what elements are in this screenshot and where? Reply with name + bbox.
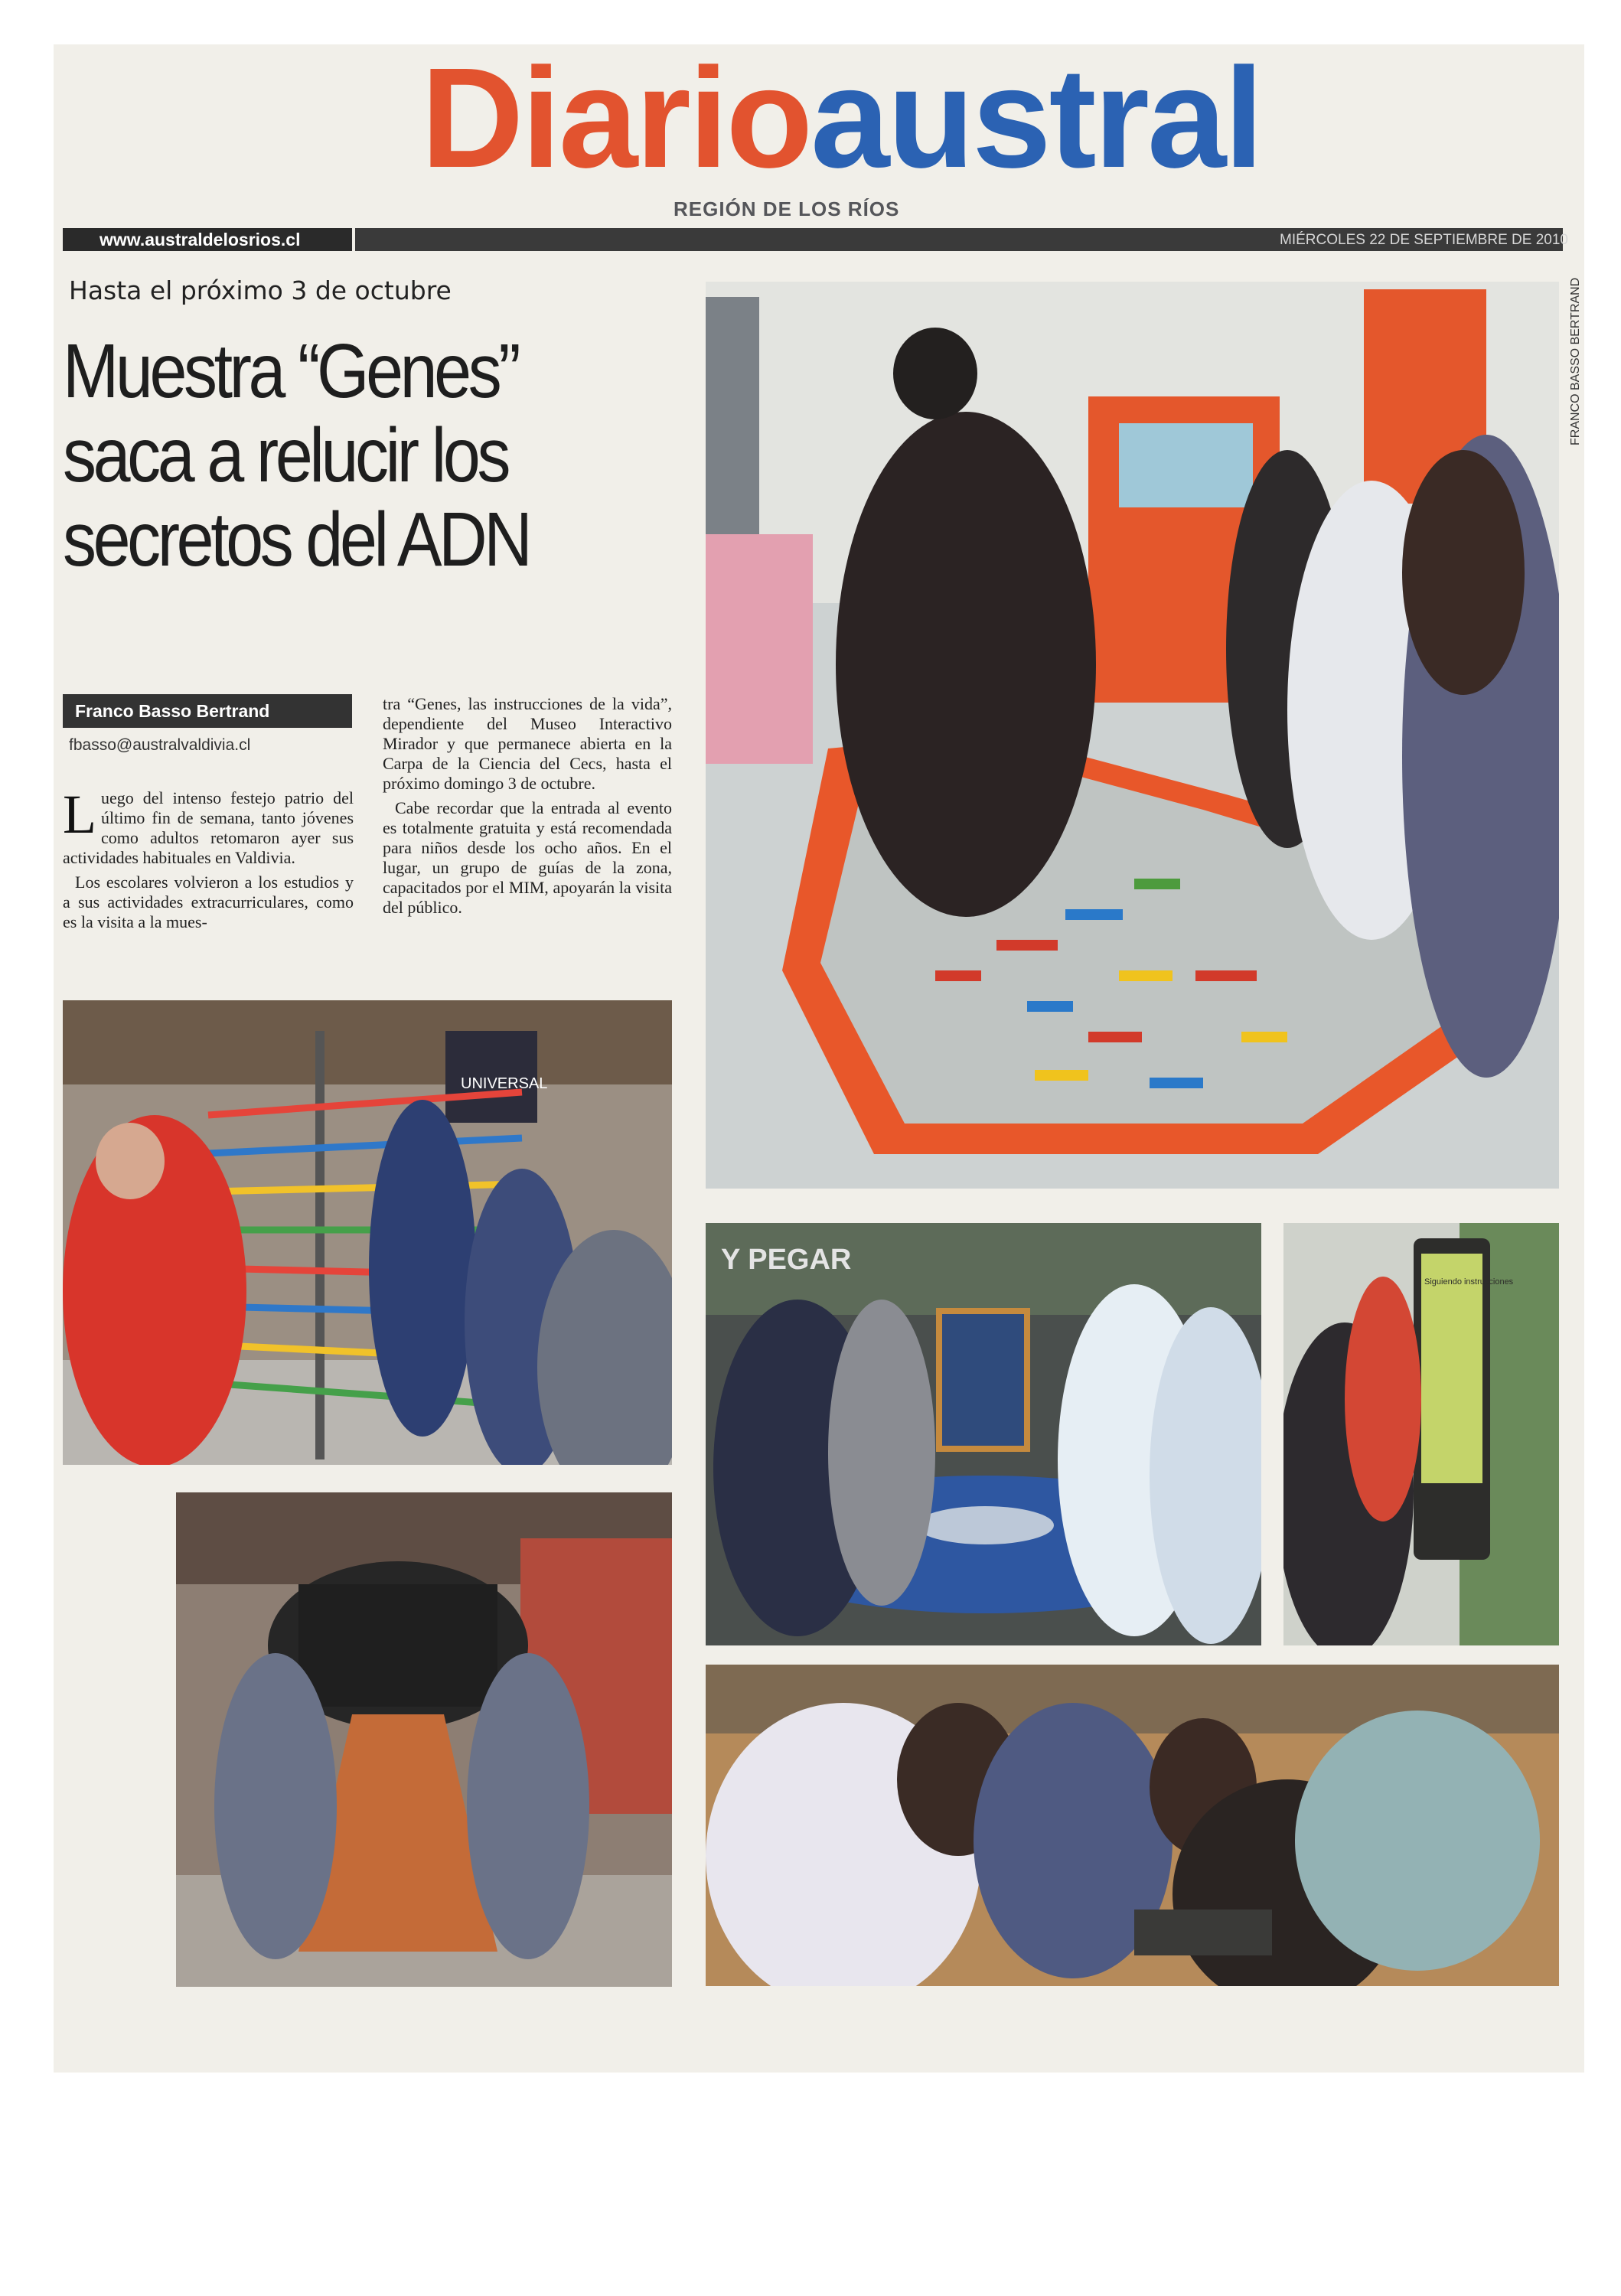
sign-pegar: Y PEGAR xyxy=(721,1244,852,1276)
article-kicker: Hasta el próximo 3 de octubre xyxy=(69,276,452,305)
photo-microscopes xyxy=(706,1665,1559,1986)
headline-line: saca a relucir los xyxy=(63,413,508,498)
headline-line: Muestra “Genes” xyxy=(63,328,518,414)
drop-cap: L xyxy=(63,784,96,845)
masthead-logo: Diarioaustral xyxy=(421,39,1262,197)
author-email: fbasso@australvaldivia.cl xyxy=(69,736,251,754)
website-url: www.australdelosrios.cl xyxy=(99,230,301,249)
paragraph: Cabe recordar que la entrada al evento es totalmente gratuita y está recomendada para niños desde los ocho años. En el lugar, un grupo de guías de la zona, capacitados por el MIM, apoyarán la visita del público. xyxy=(383,798,672,917)
sign-instrucciones: Siguiendo instrucciones xyxy=(1424,1277,1514,1287)
article-column-1 xyxy=(63,784,354,937)
paragraph: tra “Genes, las instrucciones de la vida”, dependiente del Museo Interactivo Mirador y que permanece abierta en la Carpa de la Ciencia del Cecs, hasta el próximo domingo 3 de octubre. xyxy=(383,694,672,793)
sign-universal: UNIVERSAL xyxy=(461,1075,548,1092)
article-headline xyxy=(63,329,615,582)
author-byline: Franco Basso Bertrand xyxy=(63,694,352,728)
headline-line: secretos del ADN xyxy=(63,497,530,582)
photo-instructions-panel xyxy=(1283,1223,1559,1645)
photo-credit: FRANCO BASSO BERTRAND xyxy=(1569,277,1582,445)
masthead-region: REGIÓN DE LOS RÍOS xyxy=(674,197,900,220)
publication-date: MIÉRCOLES 22 DE SEPTIEMBRE DE 2010 xyxy=(1280,232,1568,248)
photo-genes-table xyxy=(706,282,1559,1189)
paragraph: Luego del intenso festejo patrio del último fin de semana, tanto jóvenes como adultos retomaron ayer sus actividades habituales en Valdivia. xyxy=(63,784,354,867)
photo-drum-exhibit xyxy=(176,1492,672,1987)
paragraph: Los escolares volvieron a los estudios y a sus actividades extracurriculares, como es la visita a la mues- xyxy=(63,872,354,931)
photo-dna-sculpture xyxy=(63,1000,672,1465)
photo-blue-table xyxy=(706,1223,1261,1645)
article-column-2 xyxy=(383,694,672,922)
